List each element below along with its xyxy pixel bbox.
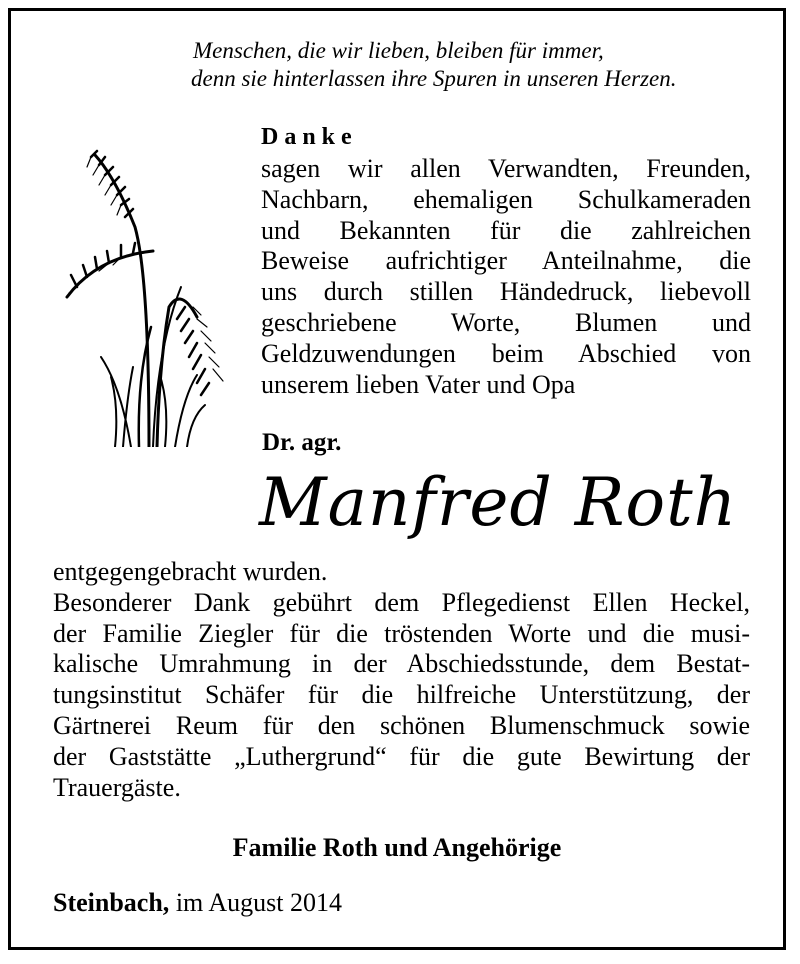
wheat-stalks-icon	[57, 147, 227, 447]
deceased-name: Manfred Roth	[259, 464, 738, 541]
body-line: der Familie Ziegler für die tröstenden Worte und die musi-	[53, 618, 750, 648]
intro-line: Geldzuwendungen beim Abschied von	[261, 338, 751, 368]
date-text: im August 2014	[175, 888, 342, 917]
intro-line: sagen wir allen Verwandten, Freunden,	[261, 154, 751, 183]
body-line: Trauergäste.	[53, 772, 181, 802]
intro-line: geschriebene Worte, Blumen und	[261, 307, 751, 337]
intro-line: Nachbarn, ehemaligen Schulkameraden	[261, 184, 751, 214]
thanks-intro	[261, 154, 751, 400]
body-line: der Gaststätte „Luthergrund“ für die gute Bewirtung der	[53, 741, 750, 771]
intro-line: unserem lieben Vater und Opa	[261, 369, 576, 399]
obituary-notice	[8, 8, 786, 950]
body-line: entgegengebracht wurden.	[53, 557, 328, 586]
motto-line: Menschen, die wir lieben, bleiben für immer,	[193, 38, 604, 63]
thanks-heading: Danke	[261, 124, 358, 150]
body-line: tungsinstitut Schäfer für die hilfreiche Unterstützung, der	[53, 680, 750, 710]
family-signature: Familie Roth und Angehörige	[232, 833, 562, 862]
motto-line: denn sie hinterlassen ihre Spuren in unseren Herzen.	[191, 66, 677, 91]
place-and-date	[53, 888, 342, 918]
memorial-motto	[193, 37, 676, 93]
thanks-body	[53, 557, 750, 803]
deceased-title: Dr. agr.	[262, 429, 342, 456]
body-line: kalische Umrahmung in der Abschiedsstunde, dem Bestat-	[53, 649, 750, 679]
intro-line: und Bekannten für die zahlreichen	[261, 215, 751, 245]
place-name: Steinbach,	[53, 888, 170, 917]
intro-line: Beweise aufrichtiger Anteilnahme, die	[261, 246, 751, 276]
body-line: Gärtnerei Reum für den schönen Blumenschmuck sowie	[53, 710, 750, 740]
body-line: Besonderer Dank gebührt dem Pflegedienst Ellen Heckel,	[53, 587, 750, 617]
intro-line: uns durch stillen Händedruck, liebevoll	[261, 277, 751, 307]
